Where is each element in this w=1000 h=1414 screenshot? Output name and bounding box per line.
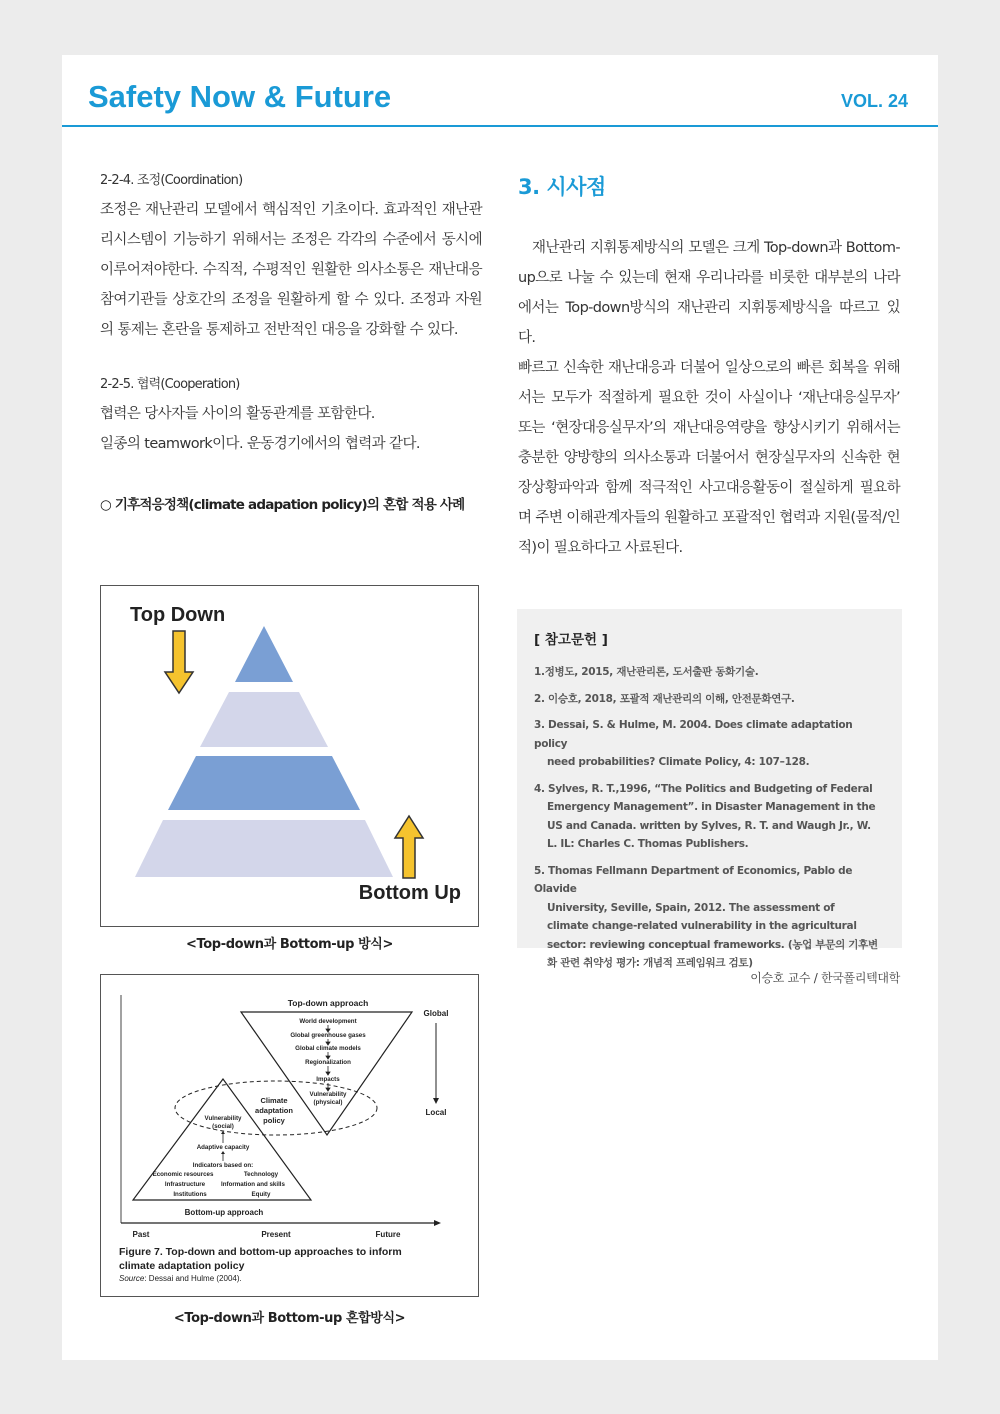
step-greenhouse-gases: Global greenhouse gases <box>290 1032 366 1039</box>
timeline-future: Future <box>375 1230 401 1239</box>
pyramid-caption: <Top-down과 Bottom-up 방식> <box>186 937 393 952</box>
pyramid-figure <box>100 585 479 927</box>
references-box <box>517 609 902 969</box>
timeline-present: Present <box>261 1230 291 1239</box>
top-down-label: Top Down <box>130 604 226 626</box>
mixed-approach-caption: <Top-down과 Bottom-up 혼합방식> <box>173 1311 406 1326</box>
indicator-economic: Economic resources <box>152 1171 214 1178</box>
figure-source <box>119 1274 242 1283</box>
global-label: Global <box>423 1009 449 1018</box>
source-text: : Dessai and Hulme (2004). <box>144 1274 242 1283</box>
local-label: Local <box>425 1108 447 1117</box>
cooperation-body-1: 협력은 당사자들 사이의 활동관계를 포함한다. <box>100 406 375 422</box>
vulnerability-social-1: Vulnerability <box>204 1115 242 1122</box>
page <box>62 55 938 1360</box>
arrow-up-2-head <box>221 1151 225 1154</box>
center-adaptation: adaptation <box>255 1106 293 1115</box>
author-credit: 이승호 교수 / 한국폴리텍대학 <box>750 971 900 985</box>
reference-item <box>534 862 879 973</box>
volume-number: VOL. 24 <box>840 91 908 111</box>
mixed-approach-figure <box>100 974 479 1297</box>
pyramid-level-2 <box>200 692 328 747</box>
indicator-equity: Equity <box>251 1191 271 1198</box>
step-impacts: Impacts <box>316 1076 340 1083</box>
reference-item <box>534 780 879 854</box>
center-climate: Climate <box>260 1096 288 1105</box>
indicators-title: Indicators based on: <box>192 1162 254 1169</box>
timeline-past: Past <box>132 1230 150 1239</box>
indicator-technology: Technology <box>243 1171 279 1178</box>
header-divider <box>62 125 938 127</box>
down-arrow-icon <box>165 631 193 693</box>
references-title: [ 참고문헌 ] <box>534 632 608 648</box>
up-arrow-icon <box>395 816 423 878</box>
step-climate-models: Global climate models <box>295 1045 361 1052</box>
bottom-up-approach-title: Bottom-up approach <box>184 1208 264 1217</box>
step-world-development: World development <box>299 1018 357 1025</box>
reference-text: 4. Sylves, R. T.,1996, “The Politics and Budgeting of Federal <box>534 782 873 795</box>
indicator-infrastructure: Infrastructure <box>164 1181 206 1188</box>
arrow-up-1-head <box>221 1131 225 1134</box>
implications-paragraph-1: 재난관리 지휘통제방식의 모델은 크게 Top-down과 Bottom-up으로 나눌 수 있는데 현재 우리나라를 비롯한 대부분의 나라에서는 Top-down방식의 재난관리 지휘통제방식을 따르고 있다. <box>518 240 900 346</box>
right-column <box>518 171 900 563</box>
timeline-arrow-icon <box>434 1220 441 1226</box>
reference-text: 3. Dessai, S. & Hulme, M. 2004. Does climate adaptation policy <box>534 719 853 750</box>
indicator-information: Information and skills <box>221 1181 285 1188</box>
scale-arrow-head <box>433 1098 439 1104</box>
case-heading: ○ 기후적응정책(climate adapation policy)의 혼합 적용 사례 <box>100 497 465 513</box>
magazine-title: Safety Now & Future <box>88 79 392 114</box>
figure-caption-line-1: Figure 7. Top-down and bottom-up approaches to inform <box>119 1246 402 1258</box>
indicator-institutions: Institutions <box>173 1191 207 1198</box>
top-down-approach-title: Top-down approach <box>287 998 369 1008</box>
adaptive-capacity: Adaptive capacity <box>196 1144 250 1151</box>
references-list <box>534 663 879 981</box>
reference-text-cont: Emergency Management”. in Disaster Management in the US and Canada. written by Sylves, R. T. and Waugh Jr., W. L. IL: Charles C. Thomas Publishers. <box>547 801 876 850</box>
source-label: Source <box>119 1274 145 1283</box>
mixed-approach-diagram <box>101 975 478 1296</box>
pyramid-level-3 <box>168 756 360 810</box>
vulnerability-physical-1: Vulnerability <box>309 1091 347 1098</box>
vulnerability-physical-2: (physical) <box>313 1099 343 1106</box>
reference-text: 1.정병도, 2015, 재난관리론, 도서출판 동화기술. <box>534 666 759 678</box>
bottom-up-label: Bottom Up <box>358 882 461 904</box>
reference-item <box>534 690 879 709</box>
coordination-heading: 2-2-4. 조정(Coordination) <box>100 173 243 188</box>
implications-paragraph-2: 빠르고 신속한 재난대응과 더불어 일상으로의 빠른 회복을 위해서는 모두가 적절하게 필요한 것이 사실이나 ‘재난대응실무자’ 또는 ‘현장대응실무자’의 재난대응역량을 향상시키기 위해서는 충분한 양방향의 의사소통과 더불어서 현장실무자의 신속한 현장상황파악과 함께 적극적인 사고대응활동이 절실하게 필요하며 주변 이해관계자들의 원활하고 포괄적인 협력과 지원(물적/인적)이 필요하다고 사료된다. <box>518 360 900 556</box>
vulnerability-social-2: (social) <box>212 1123 234 1130</box>
pyramid-diagram <box>101 586 478 926</box>
pyramid-level-4 <box>135 820 393 877</box>
reference-text-cont: need probabilities? Climate Policy, 4: 107–128. <box>547 756 810 768</box>
reference-text-cont: University, Seville, Spain, 2012. The assessment of climate change-related vulnerability in the agricultural sector: reviewing conceptual frameworks. (농업 부문의 기후변화 관련 취약성 평가: 개념적 프레임워크 검토) <box>547 901 878 969</box>
reference-item <box>534 716 879 772</box>
reference-text: 5. Thomas Fellmann Department of Economics, Pablo de Olavide <box>534 864 853 895</box>
reference-text: 2. 이승호, 2018, 포괄적 재난관리의 이해, 안전문화연구. <box>534 692 795 705</box>
section-title: 3. 시사점 <box>518 175 606 199</box>
center-policy: policy <box>263 1116 285 1125</box>
left-column <box>100 171 482 515</box>
figure-caption-line-2: climate adaptation policy <box>119 1260 245 1272</box>
step-regionalization: Regionalization <box>305 1059 351 1066</box>
cooperation-body-2: 일종의 teamwork이다. 운동경기에서의 협력과 같다. <box>100 436 420 452</box>
reference-item <box>534 663 879 682</box>
pyramid-level-1 <box>235 626 293 682</box>
coordination-body: 조정은 재난관리 모델에서 핵심적인 기초이다. 효과적인 재난관리시스템이 기능하기 위해서는 조정은 각각의 수준에서 동시에 이루어져야한다. 수직적, 수평적인 원활한 의사소통은 재난대응 참여기관들 상호간의 조정을 원활하게 할 수 있다. 조정과 자원의 통제는 혼란을 통제하고 전반적인 대응을 강화할 수 있다. <box>100 202 482 338</box>
cooperation-heading: 2-2-5. 협력(Cooperation) <box>100 377 240 392</box>
